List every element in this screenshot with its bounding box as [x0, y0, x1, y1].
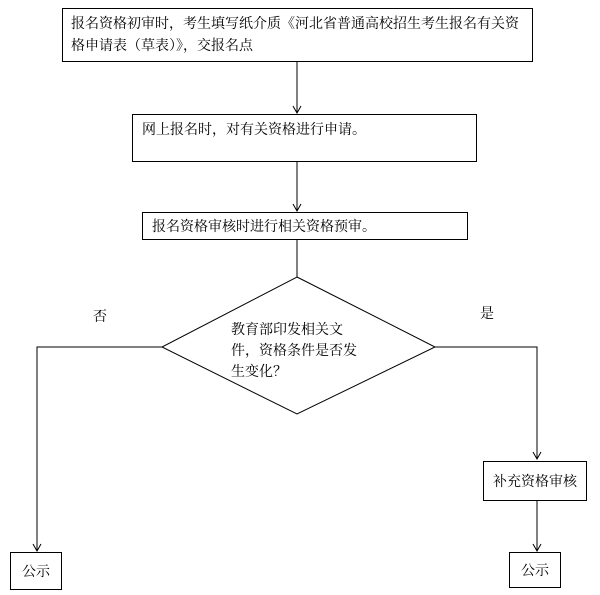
publicity-left-box [10, 552, 62, 590]
publicity-left-text: 公示 [22, 564, 50, 580]
publicity-right-box [509, 552, 561, 588]
process-step3-text: 报名资格审核时进行相关资格预审。 [152, 219, 376, 235]
process-step2-box [132, 114, 477, 162]
process-step1-line1: 报名资格初审时，考生填写纸介质《河北省普通高校招生考生报名有关资 [71, 16, 519, 32]
process-step1-line2: 格申请表（草表）》，交报名点 [71, 38, 253, 54]
connector-yes-branch [435, 347, 537, 458]
connector-no-branch [37, 347, 162, 550]
supplement-review-box [483, 461, 587, 501]
process-step3-box [142, 212, 468, 240]
supplement-review-text: 补充资格审核 [493, 474, 577, 490]
process-step1-box [62, 8, 533, 62]
branch-label-yes: 是 [480, 306, 494, 322]
decision-text-line1: 教育部印发相关文 [231, 322, 343, 338]
branch-label-no: 否 [93, 309, 107, 325]
decision-text-line3: 生变化？ [231, 364, 287, 380]
process-step2-text: 网上报名时，对有关资格进行申请。 [142, 122, 366, 138]
publicity-right-text: 公示 [521, 563, 549, 579]
decision-text-line2: 件，资格条件是否发 [231, 343, 357, 359]
decision-text [231, 320, 371, 383]
